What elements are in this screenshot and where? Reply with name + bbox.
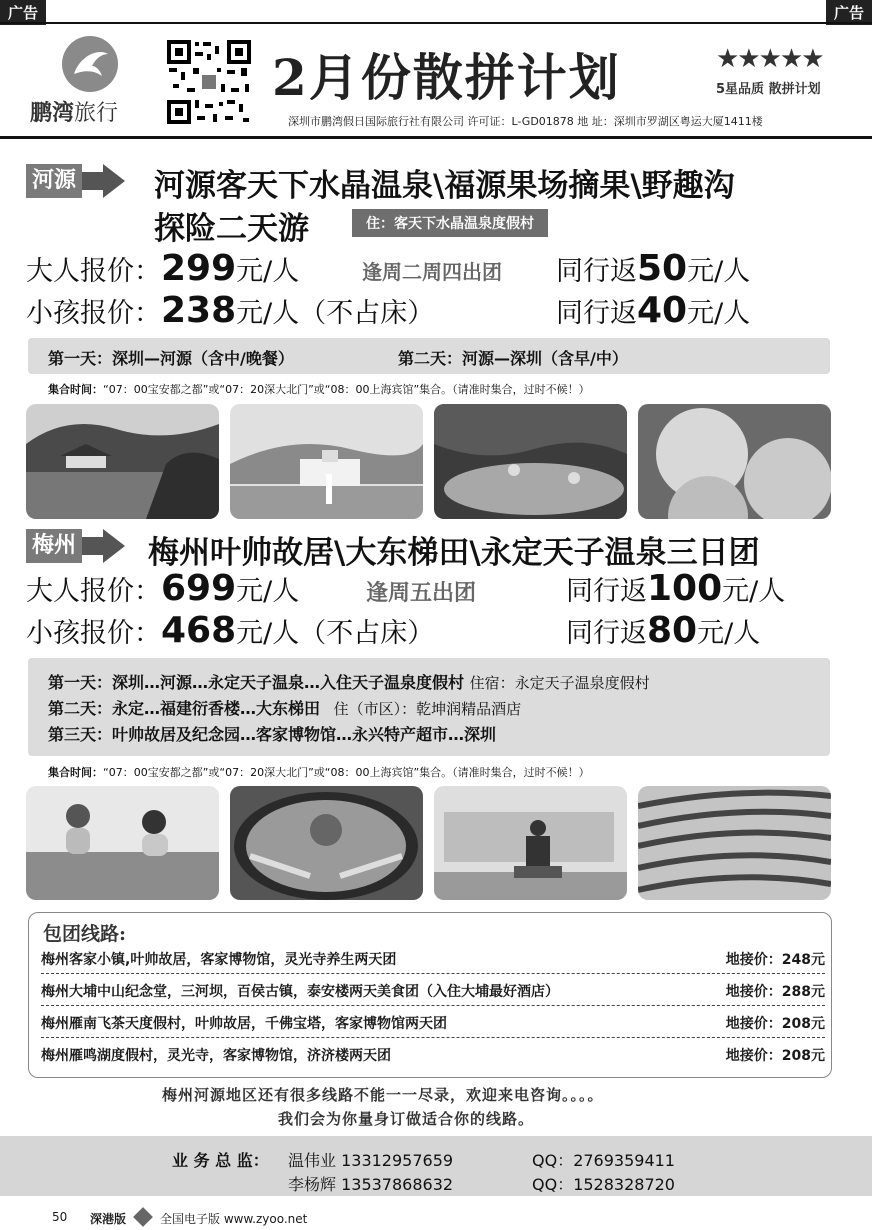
edition-label: 深港版 bbox=[90, 1212, 127, 1226]
route2-day3: 第三天：叶帅故居及纪念园…客家博物馆…永兴特产超市…深圳 bbox=[48, 725, 497, 744]
note-line1: 梅州河源地区还有很多线路不能一一尽录，欢迎来电咨询。。。。 bbox=[162, 1086, 604, 1104]
route2-adult-price: 699 bbox=[161, 568, 237, 609]
route2-child-price-line: 小孩报价：468元/人（不占床） bbox=[26, 610, 435, 651]
route1-child-price: 238 bbox=[161, 290, 237, 331]
list-item: 梅州雁南飞茶天度假村，叶帅故居，千佛宝塔，客家博物馆两天团 地接价：208元 bbox=[41, 1009, 825, 1038]
logo-name-2: 旅行 bbox=[74, 101, 119, 126]
contact-qq1[interactable]: QQ：2769359411 bbox=[532, 1151, 675, 1170]
photo-terraced-fields bbox=[638, 786, 831, 900]
route1-depart: 逢周二周四出团 bbox=[362, 260, 502, 284]
route1-child-price-line: 小孩报价：238元/人（不占床） bbox=[26, 290, 435, 331]
route2-day2: 第二天：永定…福建衍香楼…大东梯田 住（市区）：乾坤润精品酒店 bbox=[48, 699, 522, 718]
header-divider bbox=[0, 136, 872, 139]
route2-adult-rebate-line: 同行返100元/人 bbox=[566, 568, 786, 609]
website-link[interactable]: 全国电子版 www.zyoo.net bbox=[160, 1212, 308, 1226]
route1-adult-price-line: 大人报价：299元/人 bbox=[26, 248, 300, 289]
arrow-right-icon bbox=[103, 529, 125, 563]
rating-stars: ★★★★★ bbox=[716, 44, 823, 74]
route1-tag: 河源 bbox=[26, 164, 125, 198]
photo-resort-fountain bbox=[230, 404, 423, 519]
contact-qq2[interactable]: QQ：1528328720 bbox=[532, 1175, 675, 1194]
photo-hot-spring bbox=[434, 404, 627, 519]
list-item: 梅州大埔中山纪念堂，三河坝，百侯古镇，泰安楼两天美食团（入住大埔最好酒店） 地接价：288元 bbox=[41, 977, 825, 1006]
dolphin-logo-icon bbox=[62, 36, 118, 92]
photo-lake-pavilion bbox=[26, 404, 219, 519]
qr-code-icon bbox=[165, 38, 253, 126]
route1-gather: 集合时间：“07：00宝安都之都”或“07：20深大北门”或“08：00上海宾馆”集合。（请准时集合，过时不候！） bbox=[48, 383, 590, 396]
route2-child-rebate: 80 bbox=[647, 610, 698, 651]
route1-adult-rebate-line: 同行返50元/人 bbox=[556, 248, 751, 289]
contact-person2[interactable]: 李杨辉 13537868632 bbox=[288, 1175, 454, 1194]
route1-adult-rebate: 50 bbox=[637, 248, 688, 289]
route1-title-line1: 河源客天下水晶温泉\福源果场摘果\野趣沟 bbox=[154, 168, 735, 204]
route2-tag: 梅州 bbox=[26, 529, 125, 563]
ad-label-right: 广告 bbox=[826, 0, 872, 25]
route1-day1: 第一天：深圳—河源（含中/晚餐） bbox=[48, 349, 294, 368]
page-title: 2月份散拼计划 bbox=[272, 48, 621, 107]
route2-title: 梅州叶帅故居\大东梯田\永定天子温泉三日团 bbox=[148, 535, 760, 571]
route1-day2: 第二天：河源—深圳（含早/中） bbox=[398, 349, 628, 368]
route1-stay: 住：客天下水晶温泉度假村 bbox=[352, 209, 548, 237]
edition-diamond-icon bbox=[133, 1207, 153, 1227]
route1-title-line2: 探险二天游 bbox=[154, 211, 309, 247]
list-item: 梅州雁鸣湖度假村，灵光寺，客家博物馆，济济楼两天团 地接价：208元 bbox=[41, 1048, 825, 1064]
photo-memorial-statue bbox=[434, 786, 627, 900]
route2-child-rebate-line: 同行返80元/人 bbox=[566, 610, 761, 651]
photo-fruit bbox=[638, 404, 831, 519]
contact-person1[interactable]: 温伟业 13312957659 bbox=[288, 1151, 454, 1170]
photo-feast-platter bbox=[230, 786, 423, 900]
note-line2: 我们会为你量身订做适合你的线路。 bbox=[278, 1110, 535, 1128]
list-item: 梅州客家小镇,叶帅故居，客家博物馆，灵光寺养生两天团 地接价：248元 bbox=[41, 945, 825, 974]
ad-label-left: 广告 bbox=[0, 0, 46, 25]
page-number: 50 bbox=[52, 1210, 68, 1224]
package-title: 包团线路: bbox=[43, 923, 127, 945]
top-divider bbox=[0, 22, 872, 24]
arrow-right-icon bbox=[103, 164, 125, 198]
route2-gather: 集合时间：“07：00宝安都之都”或“07：20深大北门”或“08：00上海宾馆”集合。（请准时集合，过时不候！） bbox=[48, 766, 590, 779]
route2-adult-rebate: 100 bbox=[647, 568, 723, 609]
logo-name: 鹏湾 bbox=[30, 101, 75, 126]
rating-caption: 5星品质 散拼计划 bbox=[716, 82, 821, 97]
package-routes bbox=[28, 912, 832, 1078]
company-info: 深圳市鹏湾假日国际旅行社有限公司 许可证：L-GD01878 地 址：深圳市罗湖区粤运大厦1411楼 bbox=[288, 115, 763, 128]
route2-day1: 第一天：深圳…河源…永定天子温泉…入住天子温泉度假村 住宿：永定天子温泉度假村 bbox=[48, 673, 650, 692]
contact-label: 业 务 总 监： bbox=[172, 1151, 269, 1170]
route1-adult-price: 299 bbox=[161, 248, 237, 289]
route2-child-price: 468 bbox=[161, 610, 237, 651]
photo-spa-women bbox=[26, 786, 219, 900]
route2-adult-price-line: 大人报价：699元/人 bbox=[26, 568, 300, 609]
route1-child-rebate-line: 同行返40元/人 bbox=[556, 290, 751, 331]
route2-depart: 逢周五出团 bbox=[366, 581, 477, 606]
route1-child-rebate: 40 bbox=[637, 290, 688, 331]
company-logo bbox=[30, 34, 148, 130]
